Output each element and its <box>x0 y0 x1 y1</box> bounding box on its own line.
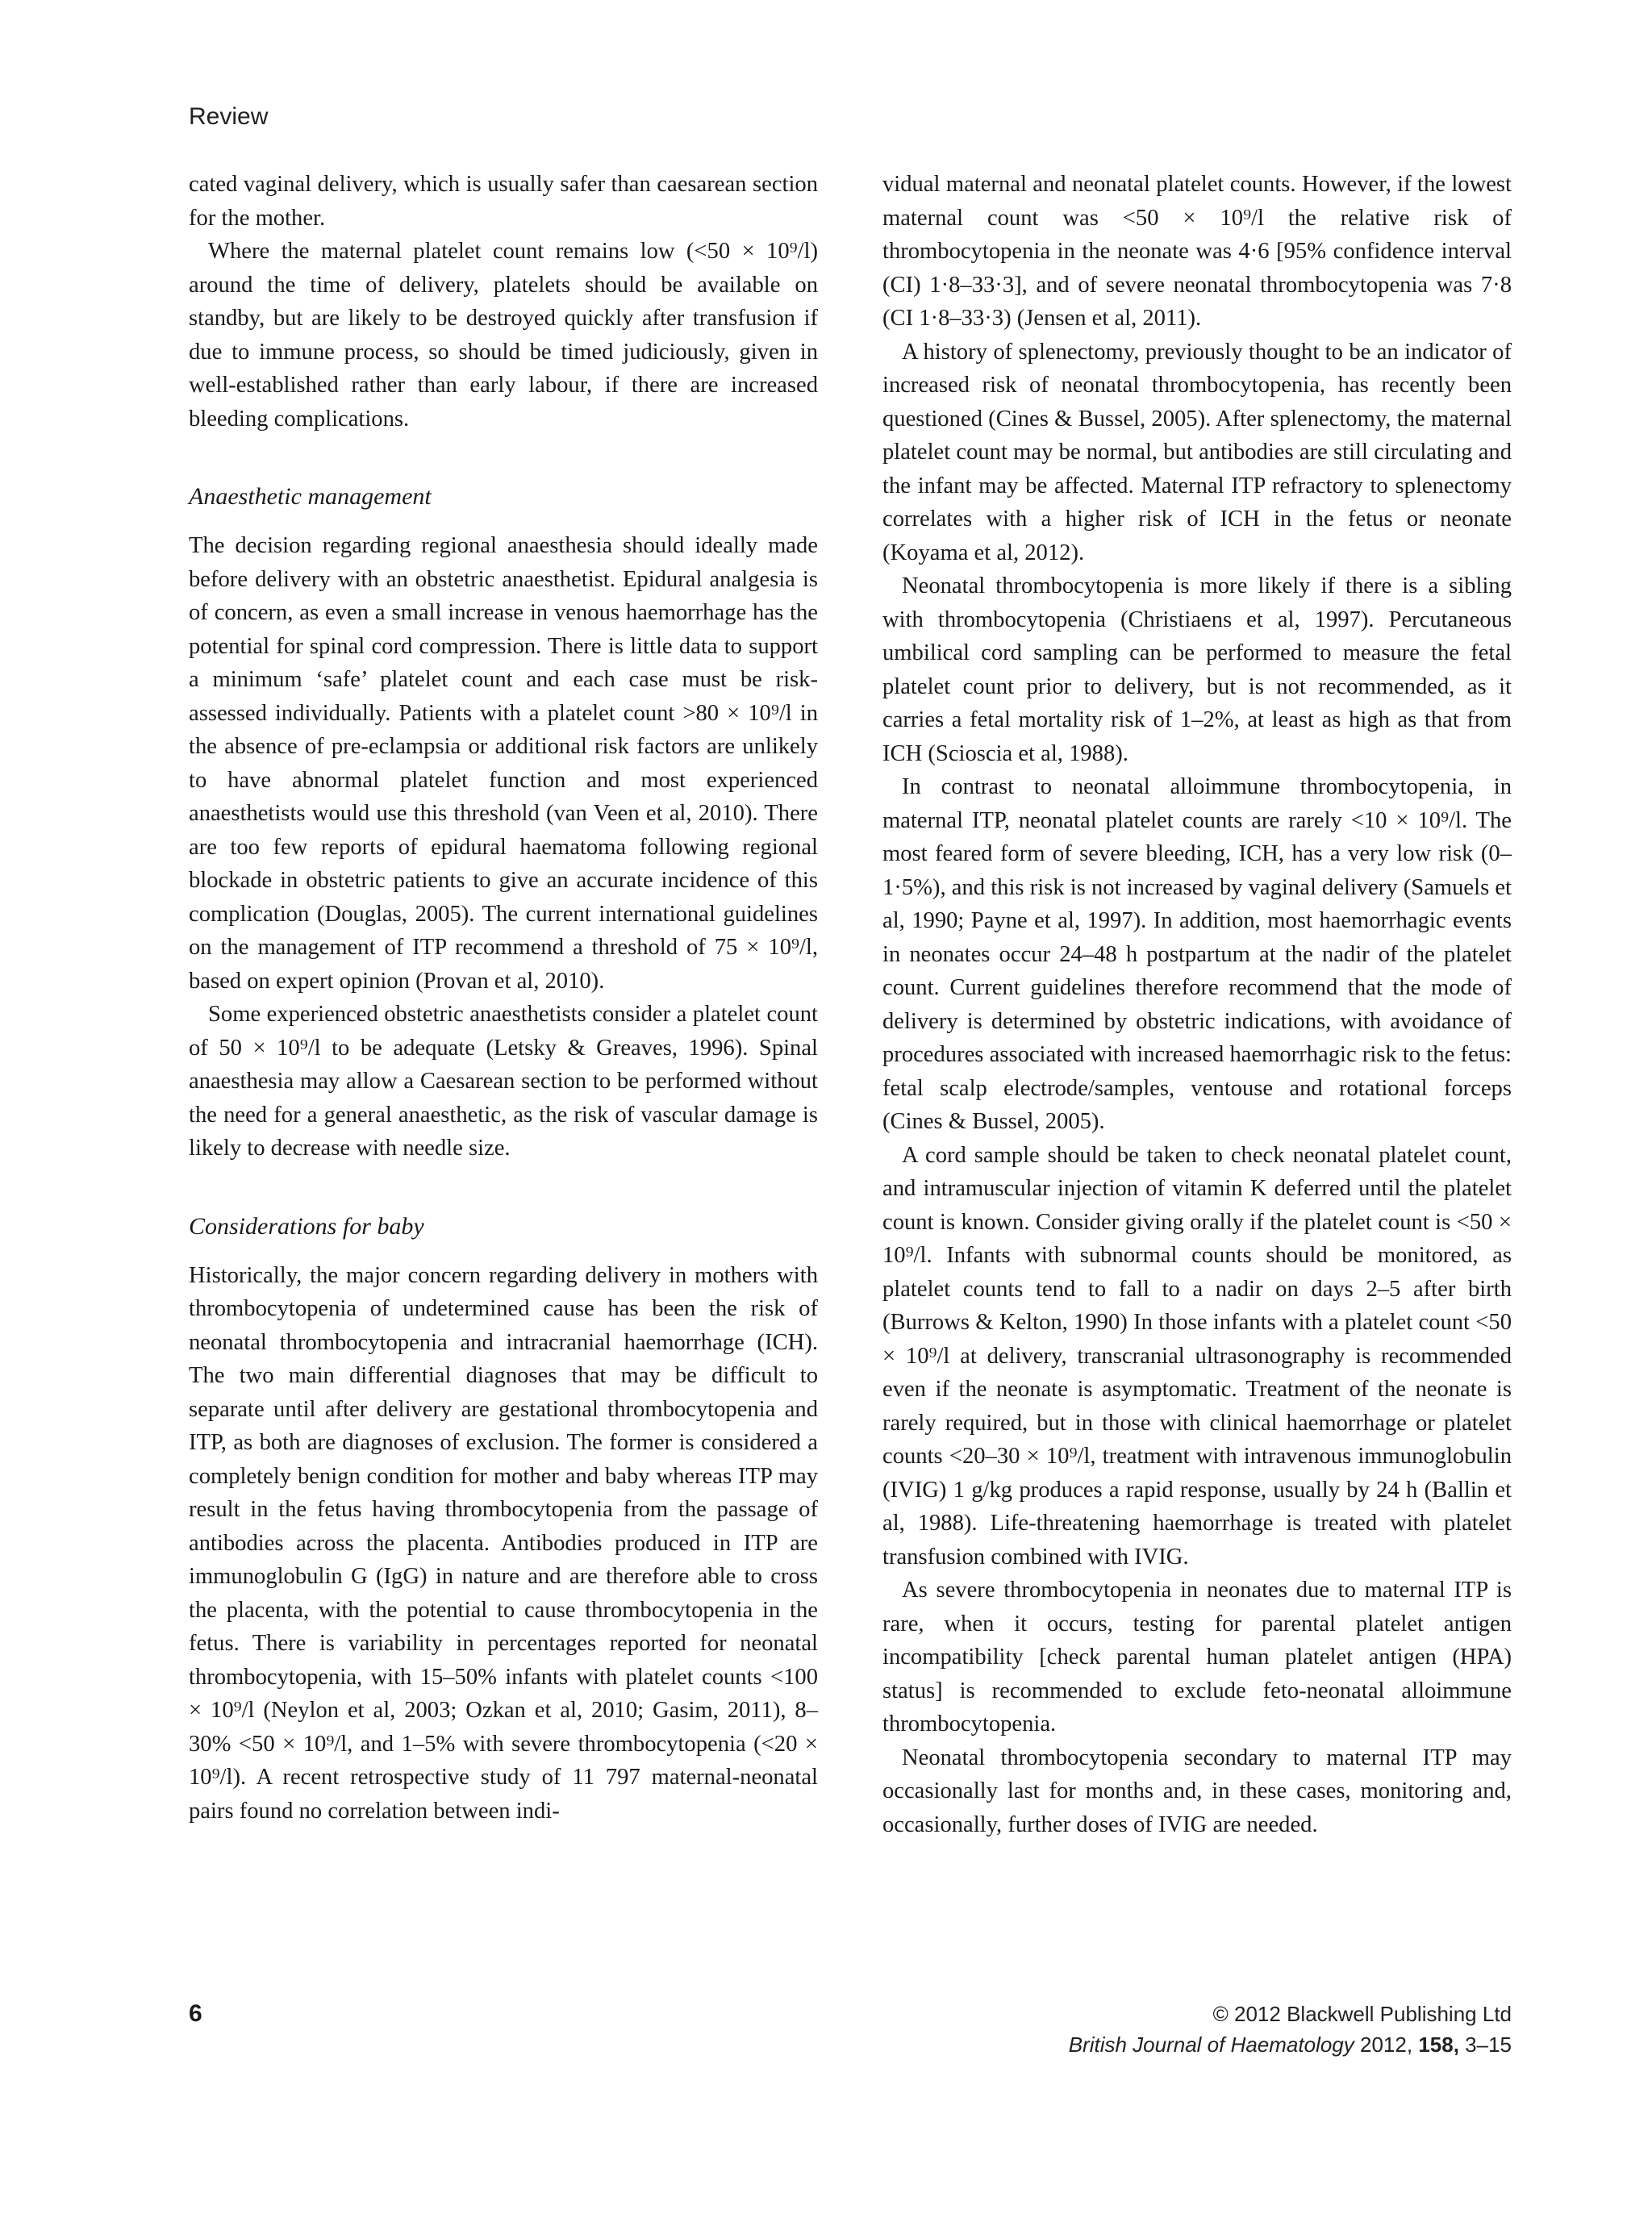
paragraph: A cord sample should be taken to check neonatal platelet count, and intramuscular injection of vitamin K deferred until the platelet count is known. Consider giving orally if the platelet count is <50 × 10⁹/l. Infants with subnormal counts should be monitored, as platelet counts tend to fall to a nadir on days 2–5 after birth (Burrows & Kelton, 1990) In those infants with a platelet count <50 × 10⁹/l at delivery, transcranial ultrasonography is recommended even if the neonate is asymptomatic. Treatment of the neonate is rarely required, but in those with clinical haemorrhage or platelet counts <20–30 × 10⁹/l, treatment with intravenous immunoglobulin (IVIG) 1 g/kg produces a rapid response, usually by 24 h (Ballin et al, 1988). Life-threatening haemorrhage is treated with platelet transfusion combined with IVIG. <box>882 1142 1512 1570</box>
running-head: Review <box>189 103 269 130</box>
paragraph: Historically, the major concern regarding delivery in mothers with thrombocytopenia of undetermined cause has been the risk of neonatal thrombocytopenia and intracranial haemorrhage (ICH). The two main differential diagnoses that may be difficult to separate until after delivery are gestational thrombocytopenia and ITP, as both are diagnoses of exclusion. The former is considered a completely benign condition for mother and baby whereas ITP may result in the fetus having thrombocytopenia from the passage of antibodies across the placenta. Antibodies produced in ITP are immunoglobulin G (IgG) in nature and are therefore able to cross the placenta, with the potential to cause thrombocytopenia in the fetus. There is variability in percentages reported for neonatal thrombocytopenia, with 15–50% infants with platelet counts <100 × 10⁹/l (Neylon et al, 2003; Ozkan et al, 2010; Gasim, 2011), 8–30% <50 × 10⁹/l, and 1–5% with severe thrombocytopenia (<20 × 10⁹/l). A recent retrospective study of 11 797 maternal-neonatal pairs found no correlation between indi- <box>189 1262 818 1824</box>
left-column <box>189 168 818 1828</box>
page-number: 6 <box>189 2000 202 2027</box>
paragraph: cated vaginal delivery, which is usually safer than caesarean section for the mother. <box>189 172 818 231</box>
paragraph: Neonatal thrombocytopenia secondary to maternal ITP may occasionally last for months and, in these cases, monitoring and, occasionally, further doses of IVIG are needed. <box>882 1745 1512 1837</box>
paragraph: Neonatal thrombocytopenia is more likely if there is a sibling with thrombocytopenia (Christiaens et al, 1997). Percutaneous umbilical cord sampling can be performed to measure the fetal platelet count prior to delivery, but is not recommended, as it carries a fetal mortality risk of 1–2%, at least as high as that from ICH (Scioscia et al, 1988). <box>882 573 1512 766</box>
paragraph: Some experienced obstetric anaesthetists consider a platelet count of 50 × 10⁹/l to be adequate (Letsky & Greaves, 1996). Spinal anaesthesia may allow a Caesarean section to be performed without the need for a general anaesthetic, as the risk of vascular damage is likely to decrease with needle size. <box>189 1002 818 1161</box>
paragraph: Where the maternal platelet count remains low (<50 × 10⁹/l) around the time of delivery, platelets should be available on standby, but are likely to be destroyed quickly after transfusion if due to immune process, so should be timed judiciously, given in well-established rather than early labour, if there are increased bleeding complications. <box>189 239 818 432</box>
journal-volume: 158, <box>1418 2032 1459 2057</box>
footer-citation <box>1069 1999 1512 2060</box>
paragraph: The decision regarding regional anaesthesia should ideally made before delivery with an obstetric anaesthetist. Epidural analgesia is of concern, as even a small increase in venous haemorrhage has the potential for spinal cord compression. There is little data to support a minimum ‘safe’ platelet count and each case must be risk-assessed individually. Patients with a platelet count >80 × 10⁹/l in the absence of pre-eclampsia or additional risk factors are unlikely to have abnormal platelet function and most experienced anaesthetists would use this threshold (van Veen et al, 2010). There are too few reports of epidural haematoma following regional blockade in obstetric patients to give an accurate incidence of this complication (Douglas, 2005). The current international guidelines on the management of ITP recommend a threshold of 75 × 10⁹/l, based on expert opinion (Provan et al, 2010). <box>189 533 818 994</box>
section-heading-anaesthetic: Anaesthetic management <box>189 483 432 510</box>
journal-pages: 3–15 <box>1465 2032 1512 2057</box>
journal-year: 2012, <box>1360 2032 1413 2057</box>
copyright-notice: © 2012 Blackwell Publishing Ltd <box>1212 2002 1512 2026</box>
right-column <box>882 168 1512 1841</box>
paragraph: A history of splenectomy, previously thought to be an indicator of increased risk of neonatal thrombocytopenia, has recently been questioned (Cines & Bussel, 2005). After splenectomy, the maternal platelet count may be normal, but antibodies are still circulating and the infant may be affected. Maternal ITP refractory to splenectomy correlates with a higher risk of ICH in the fetus or neonate (Koyama et al, 2012). <box>882 339 1512 565</box>
journal-reference <box>1069 2029 1512 2060</box>
journal-name: British Journal of Haematology <box>1068 2032 1354 2057</box>
paragraph: As severe thrombocytopenia in neonates due to maternal ITP is rare, when it occurs, testing for parental platelet antigen incompatibility [check parental human platelet antigen (HPA) status] is recommended to exclude feto-neonatal alloimmune thrombocytopenia. <box>882 1578 1512 1736</box>
paragraph: vidual maternal and neonatal platelet counts. However, if the lowest maternal count was <50 × 10⁹/l the relative risk of thrombocytopenia in the neonate was 4·6 [95% confidence interval (CI) 1·8–33·3], and of severe neonatal thrombocytopenia was 7·8 (CI 1·8–33·3) (Jensen et al, 2011). <box>882 172 1512 331</box>
section-heading-baby: Considerations for baby <box>189 1212 424 1240</box>
paragraph: In contrast to neonatal alloimmune thrombocytopenia, in maternal ITP, neonatal platelet counts are rarely <10 × 10⁹/l. The most feared form of severe bleeding, ICH, has a very low risk (0–1·5%), and this risk is not increased by vaginal delivery (Samuels et al, 1990; Payne et al, 1997). In addition, most haemorrhagic events in neonates occur 24–48 h postpartum at the nadir of the platelet count. Current guidelines therefore recommend that the mode of delivery is determined by obstetric indications, with avoidance of procedures associated with increased haemorrhagic risk to the fetus: fetal scalp electrode/samples, ventouse and rotational forceps (Cines & Bussel, 2005). <box>882 774 1512 1134</box>
